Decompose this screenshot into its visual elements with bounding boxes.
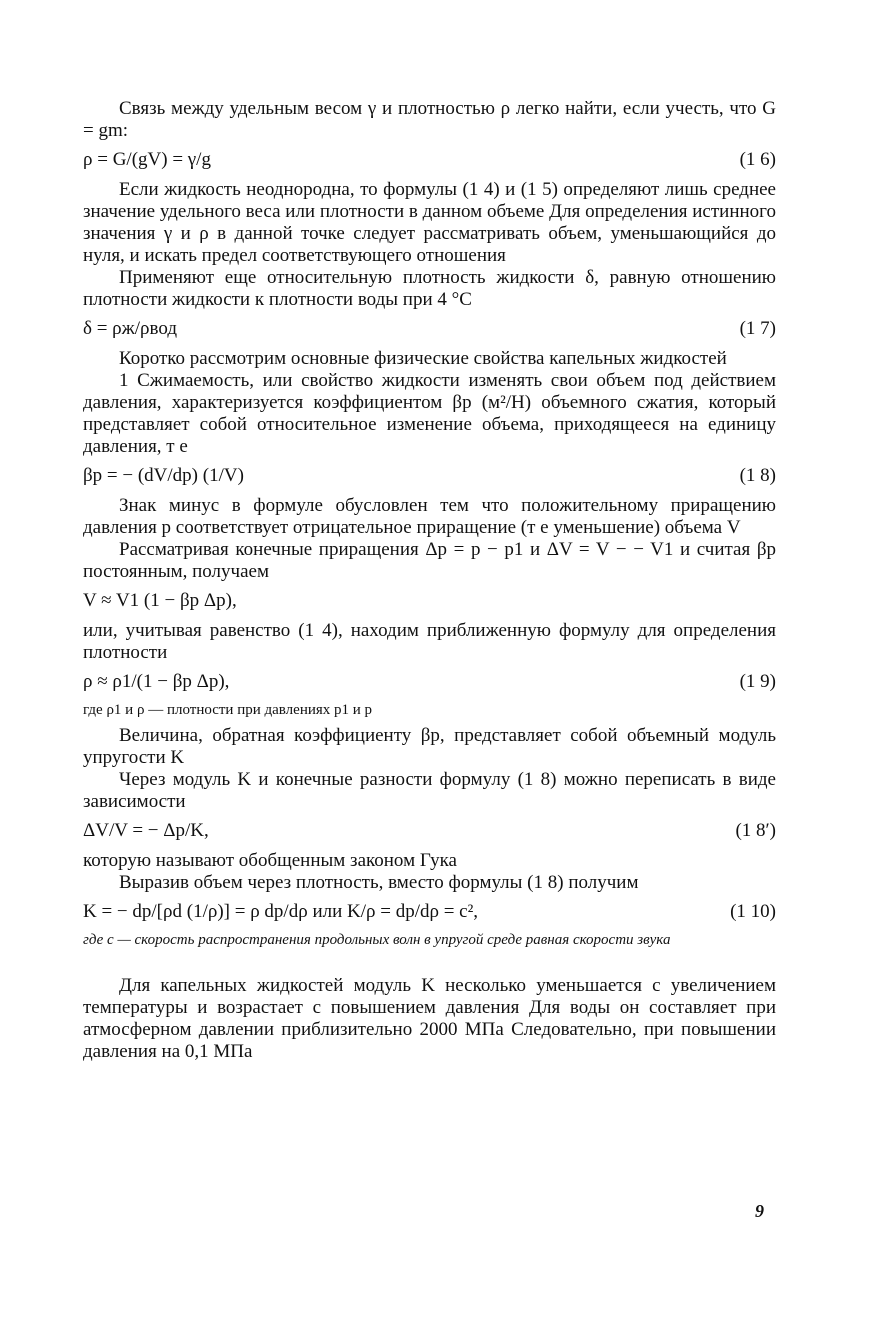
- formula-expression: ΔV/V = − Δp/K,: [83, 820, 209, 841]
- formula-1-6: [83, 149, 776, 171]
- formula-1-9: [83, 671, 776, 693]
- note-sound-speed: где c — скорость распространения продольных волн в упругой среде равная скорости звука: [83, 932, 671, 948]
- text-column: [83, 98, 776, 1063]
- formula-number: (1 7): [739, 318, 776, 339]
- paragraph-13: Для капельных жидкостей модуль K несколько уменьшается с увеличением температуры и возрастает с повышением давления Для воды он составляет при атмосферном давлении приблизительно 2000 МПа Следовательно, при повышении давления на 0,1 МПа: [83, 975, 776, 1062]
- formula-1-8: [83, 465, 776, 487]
- paragraph-8: или, учитывая равенство (1 4), находим приближенную формулу для определения плотности: [83, 620, 776, 663]
- formula-number: (1 10): [730, 901, 776, 922]
- formula-volume-approx: [83, 590, 776, 612]
- note-densities: где ρ1 и ρ — плотности при давлениях p1 и p: [83, 702, 373, 718]
- formula-1-10: [83, 901, 776, 923]
- formula-expression: ρ = G/(gV) = γ/g: [83, 149, 211, 170]
- formula-number: (1 8′): [735, 820, 776, 841]
- paragraph-2: Если жидкость неоднородна, то формулы (1 4) и (1 5) определяют лишь среднее значение удельного веса или плотности в данном объеме Для определения истинного значения γ и ρ в данной точке следует рассматривать объем, уменьшающийся до нуля, и искать предел соответствующего отношения: [83, 179, 776, 266]
- paragraph-7: Рассматривая конечные приращения Δp = p − p1 и ΔV = V − − V1 и считая βp постоянным, получаем: [83, 539, 776, 582]
- formula-number: (1 8): [739, 465, 776, 486]
- paragraph-3: Применяют еще относительную плотность жидкости δ, равную отношению плотности жидкости к плотности воды при 4 °С: [83, 267, 776, 310]
- paragraph-10: Через модуль K и конечные разности формулу (1 8) можно переписать в виде зависимости: [83, 769, 776, 812]
- paragraph-4: Коротко рассмотрим основные физические свойства капельных жидкостей: [119, 348, 727, 369]
- paragraph-9: Величина, обратная коэффициенту βp, представляет собой объемный модуль упругости K: [83, 725, 776, 768]
- formula-expression: δ = ρж/ρвод: [83, 318, 177, 339]
- formula-expression: V ≈ V1 (1 − βp Δp),: [83, 590, 237, 611]
- paragraph-1: Связь между удельным весом γ и плотностью ρ легко найти, если учесть, что G = gm:: [83, 98, 776, 141]
- formula-number: (1 9): [739, 671, 776, 692]
- formula-1-8-prime: [83, 820, 776, 842]
- formula-expression: βp = − (dV/dp) (1/V): [83, 465, 244, 486]
- paragraph-11: которую называют обобщенным законом Гука: [83, 850, 457, 871]
- formula-expression: ρ ≈ ρ1/(1 − βp Δp),: [83, 671, 230, 692]
- paragraph-5: 1 Сжимаемость, или свойство жидкости изменять свои объем под действием давления, характеризуется коэффициентом βp (м²/Н) объемного сжатия, который представляет собой относительное изменение объема, приходящееся на единицу давления, т е: [83, 370, 776, 457]
- formula-number: (1 6): [739, 149, 776, 170]
- paragraph-12: Выразив объем через плотность, вместо формулы (1 8) получим: [119, 872, 639, 893]
- paragraph-6: Знак минус в формуле обусловлен тем что положительному приращению давления p соответствует отрицательное приращение (т е уменьшение) объема V: [83, 495, 776, 538]
- formula-expression: K = − dp/[ρd (1/ρ)] = ρ dp/dρ или K/ρ = dp/dρ = c²,: [83, 901, 479, 922]
- formula-1-7: [83, 318, 776, 340]
- page-number: 9: [755, 1201, 764, 1221]
- spacer: [83, 955, 776, 975]
